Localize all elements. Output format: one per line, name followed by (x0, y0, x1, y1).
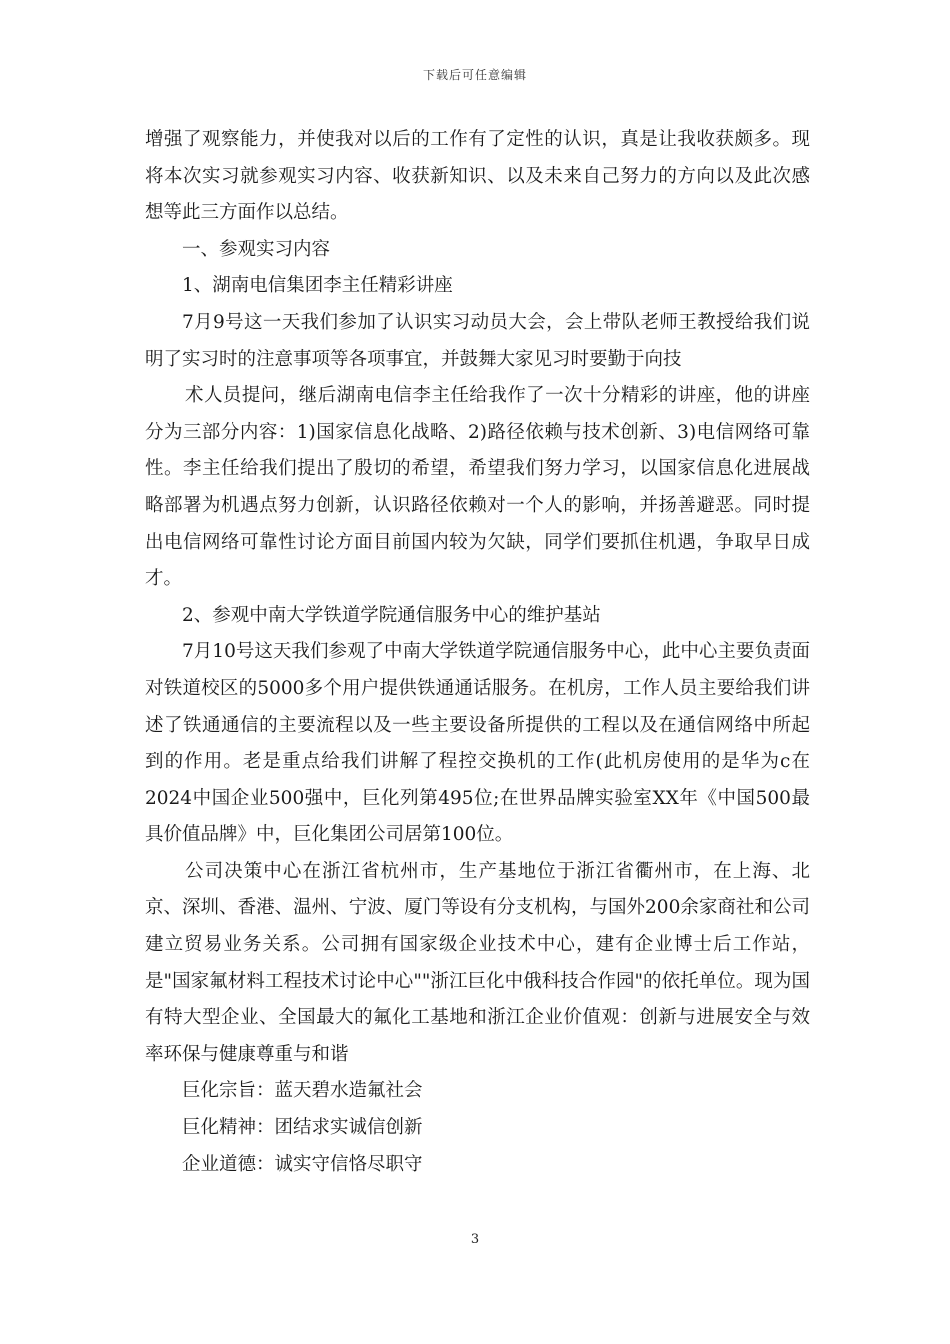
section-heading: 一、参观实习内容 (182, 238, 331, 260)
page-header: 下载后可任意编辑 (422, 68, 527, 82)
paragraph-visit: 7月10号这天我们参观了中南大学铁道学院通信服务中心，此中心主要负责面对铁道校区的5000多个用户提供铁通通话服务。在机房，工作人员主要给我们讲述了铁通通信的主要流程以及一些主要设备所提供的工程以及在通信网络中所起到的作用。老是重点给我们讲解了程控交换机的工作(此机房使用的是华为c在2024中国企业500强中，巨化列第495位;在世界品牌实验室XX年《中国500最具价值品牌》中，巨化集团公司居第100位。 (145, 641, 810, 846)
subsection-heading-2: 2、参观中南大学铁道学院通信服务中心的维护基站 (182, 604, 601, 626)
subsection-heading-1: 1、湖南电信集团李主任精彩讲座 (182, 275, 453, 297)
paragraph-company: 公司决策中心在浙江省杭州市，生产基地位于浙江省衢州市，在上海、北京、深圳、香港、温州、宁波、厦门等设有分支机构，与国外200余家商社和公司建立贸易业务关系。公司拥有国家级企业技术中心，建有企业博士后工作站，是"国家氟材料工程技术讨论中心""浙江巨化中俄科技合作园"的依托单位。现为国有特大型企业、全国最大的氟化工基地和浙江企业价值观：创新与进展安全与效率环保与健康尊重与和谐 (145, 860, 810, 1065)
paragraph-intro: 增强了观察能力，并使我对以后的工作有了定性的认识，真是让我收获颇多。现将本次实习就参观实习内容、收获新知识、以及未来自己努力的方向以及此次感想等此三方面作以总结。 (145, 129, 810, 224)
paragraph-mobilization: 7月9号这一天我们参加了认识实习动员大会，会上带队老师王教授给我们说明了实习时的注意事项等各项事宜，并鼓舞大家见习时要勤于向技 (145, 311, 810, 370)
document-body (145, 122, 810, 1183)
paragraph-spirit: 巨化精神：团结求实诚信创新 (182, 1117, 423, 1139)
page-number: 3 (470, 1232, 480, 1247)
paragraph-purpose: 巨化宗旨：蓝天碧水造氟社会 (182, 1080, 423, 1102)
paragraph-ethics: 企业道德：诚实守信恪尽职守 (182, 1153, 423, 1175)
paragraph-lecture: 术人员提问，继后湖南电信李主任给我作了一次十分精彩的讲座，他的讲座分为三部分内容：1)国家信息化战略、2)路径依赖与技术创新、3)电信网络可靠性。李主任给我们提出了殷切的希望，希望我们努力学习，以国家信息化进展战略部署为机遇点努力创新，认识路径依赖对一个人的影响，并扬善避恶。同时提出电信网络可靠性讨论方面目前国内较为欠缺，同学们要抓住机遇，争取早日成才。 (145, 385, 810, 590)
